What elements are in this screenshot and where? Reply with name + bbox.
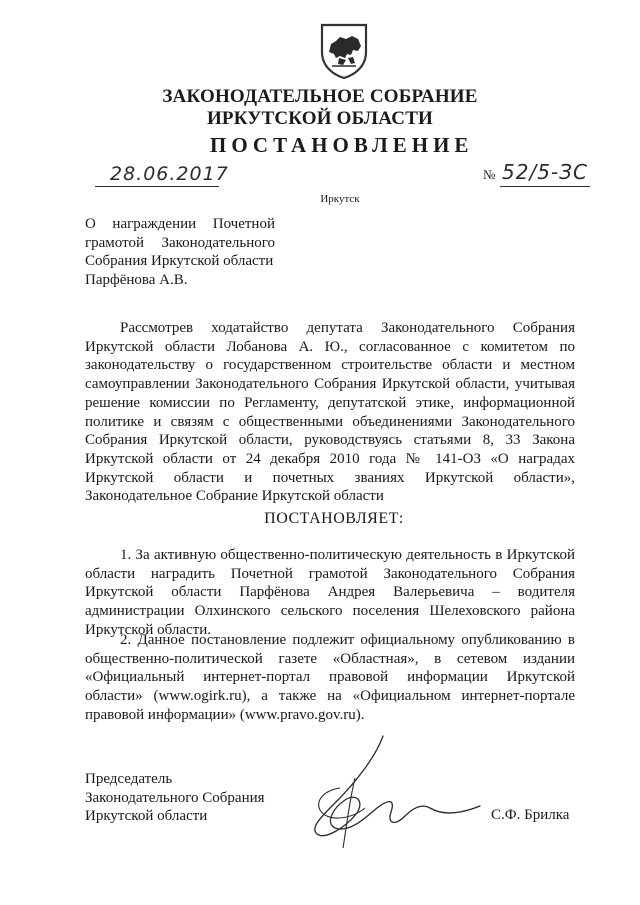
preamble-paragraph: Рассмотрев ходатайство депутата Законодательного Собрания Иркутской области Лобанова А. Ю., согласованное с комитетом по законодательству о государственном строительстве области и местном самоуправлении Законодательного Собрания Иркутской области, учитывая решение комиссии по Регламенту, депутатской этике, информационной политике и связям с общественными объединениями Законодательного Собрания Иркутской области, руководствуясь статьями 8, 33 Закона Иркутской области от 24 декабря 2010 года № 141-ОЗ «О наградах Иркутской области и почетных званиях Иркутской области», Законодательное Собрание Иркутской области <box>85 320 575 505</box>
signatory-title-line: Законодательного Собрания <box>85 789 265 806</box>
signatory-title-line: Председатель <box>85 771 173 787</box>
signatory-title <box>85 770 265 826</box>
document-subject <box>85 215 275 289</box>
document-number: 52/5-ЗС <box>502 160 588 184</box>
signatory-title-line: Иркутской области <box>85 808 208 824</box>
subject-line: Собрания Иркутской области <box>85 253 274 269</box>
organization-name-line2: ИРКУТСКОЙ ОБЛАСТИ <box>206 108 434 129</box>
subject-line: грамотой Законодательного <box>85 234 275 251</box>
resolution-item-2: 2. Данное постановление подлежит официальному опубликованию в общественно-политической газете «Областная», в сетевом издании «Официальный интернет-портал правовой информации Иркутской области» (www.ogirk.ru), а также на «Официальном интернет-портале правовой информации» (www.pravo.gov.ru). <box>85 632 575 723</box>
resolves-heading: ПОСТАНОВЛЯЕТ: <box>264 510 404 527</box>
document-date: 28.06.2017 <box>110 163 229 185</box>
date-underline <box>95 186 219 187</box>
resolution-item-1: 1. За активную общественно-политическую деятельность в Иркутской области наградить Почетной грамотой Законодательного Собрания Иркутской области Парфёнова Андрея Валерьевича – водителя администрации Олхинского сельского поселения Шелеховского района Иркутской области. <box>85 547 575 638</box>
number-underline <box>500 186 590 187</box>
coat-of-arms-icon <box>318 22 370 80</box>
subject-line: Парфёнова А.В. <box>85 271 188 288</box>
handwritten-signature <box>295 728 495 853</box>
subject-line: О награждении Почетной <box>85 216 275 232</box>
organization-name-line1: ЗАКОНОДАТЕЛЬНОЕ СОБРАНИЕ <box>162 86 478 107</box>
signatory-name: С.Ф. Брилка <box>491 807 570 823</box>
document-type-title: ПОСТАНОВЛЕНИЕ <box>210 133 474 157</box>
city-name: Иркутск <box>320 193 360 205</box>
number-sign: № <box>483 167 496 182</box>
